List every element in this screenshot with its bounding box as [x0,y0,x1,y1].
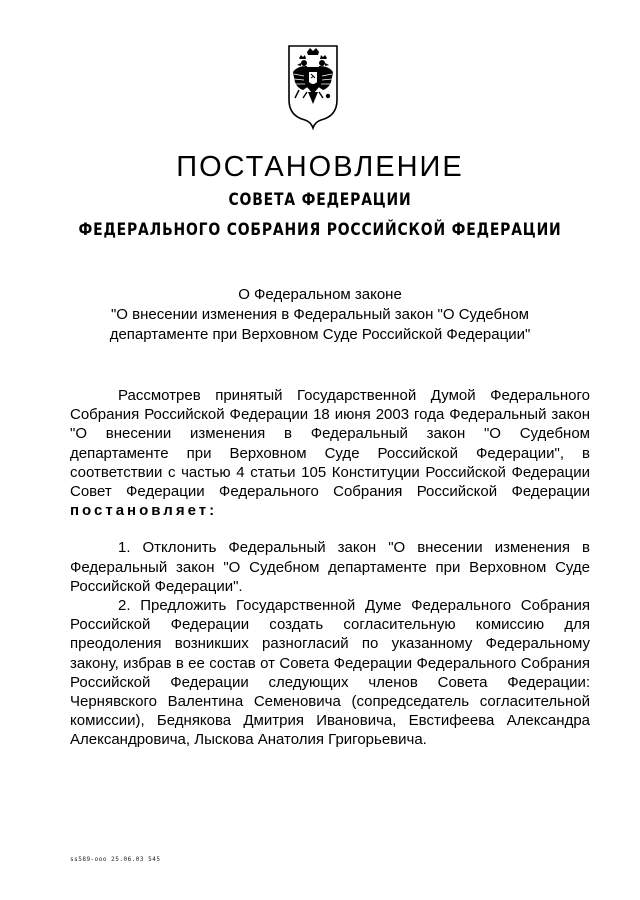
issuer-line-1: СОВЕТА ФЕДЕРАЦИИ [228,190,412,210]
issuer-line-2: ФЕДЕРАЛЬНОГО СОБРАНИЯ РОССИЙСКОЙ ФЕДЕРАЦИИ [78,220,562,240]
preamble-text: Рассмотрев принятый Государственной Думой Федерального Собрания Российской Федерации 18 июня 2003 года Федеральный закон "О внесении изменения в Федеральный закон "О Судебном департаменте при Верховном Суде Российской Федерации", в соответствии с частью 4 статьи 105 Конституции Российской Федерации Совет Федерации Федерального Собрания Российской Федерации [70,387,590,501]
document-title: ПОСТАНОВЛЕНИЕ [176,151,464,183]
decision-word: постановляет: [70,502,218,520]
resolution-item-2: 2. Предложить Государственной Думе Федерального Собрания Российской Федерации создать согласительную комиссию для преодоления возникших разногласий по указанному Федеральному закону, избрав в ее состав от Совета Федерации Федерального Собрания Российской Федерации следующих членов Совета Федерации: Чернявского Валентина Семеновича (сопредседатель согласительной комиссии), Беднякова Дмитрия Ивановича, Евстифеева Александра Александровича, Лыскова Анатолия Григорьевича. [70,597,590,749]
double-headed-eagle-coat-of-arms-icon [285,42,341,134]
subject-line-2: "О внесении изменения в Федеральный закон "О Судебном [110,306,529,323]
document-subject [60,285,580,345]
print-code: ss589-ooo 25.06.03 545 [70,856,161,863]
resolution-item-1: 1. Отклонить Федеральный закон "О внесении изменения в Федеральный закон "О Судебном департаменте при Верховном Суде Российской Федерации". [70,539,590,595]
document-body [70,386,590,750]
subject-line-1: О Федеральном законе [238,286,402,303]
coat-of-arms-emblem [285,42,341,134]
subject-line-3: департаменте при Верховном Суде Российской Федерации" [109,326,531,343]
preamble-paragraph [70,386,590,520]
